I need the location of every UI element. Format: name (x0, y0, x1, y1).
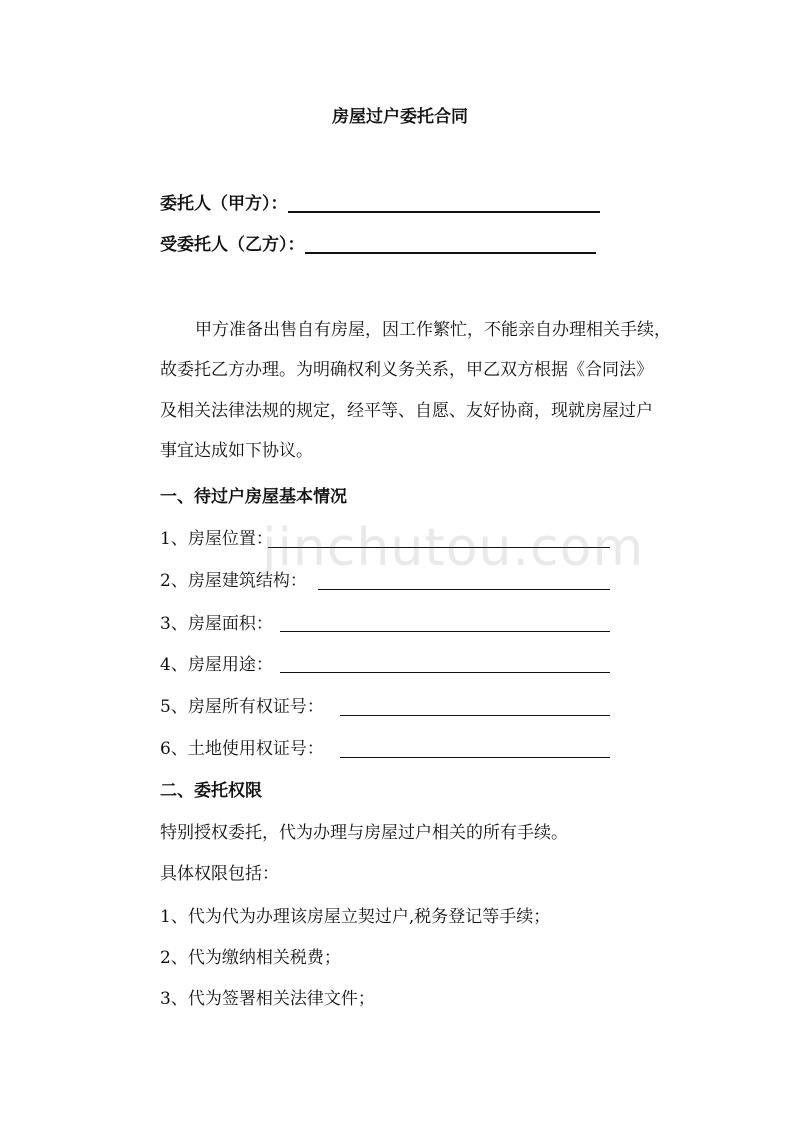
house-area-label: 3、房屋面积： (160, 614, 273, 634)
intro-line: 故委托乙方办理。为明确权利义务关系，甲乙双方根据《合同法》 (160, 360, 653, 380)
scope-item: 2、代为缴纳相关税费； (160, 948, 341, 968)
house-area-blank (280, 631, 610, 632)
house-use-label: 4、房屋用途： (160, 655, 273, 675)
house-structure-blank (318, 589, 610, 590)
authorization-intro: 特别授权委托，代为办理与房屋过户相关的所有手续。 (160, 823, 568, 843)
intro-line: 及相关法律法规的规定，经平等、自愿、友好协商，现就房屋过户 (160, 401, 653, 421)
scope-item: 1、代为代为办理该房屋立契过户,税务登记等手续； (160, 907, 551, 927)
watermark-text: jinchutou.com (262, 518, 645, 578)
section1-heading: 一、待过户房屋基本情况 (160, 487, 347, 507)
principal-blank-line (288, 192, 600, 213)
agent-blank-line (305, 233, 596, 254)
house-location-label: 1、房屋位置： (160, 529, 273, 549)
section2-heading: 二、委托权限 (160, 781, 262, 801)
scope-label: 具体权限包括： (160, 864, 279, 884)
ownership-cert-blank (340, 715, 610, 716)
agent-row (160, 232, 596, 258)
intro-line: 甲方准备出售自有房屋，因工作繁忙，不能亲自办理相关手续， (195, 320, 671, 340)
house-use-blank (280, 672, 610, 673)
principal-label: 委托人（甲方）： (160, 194, 288, 214)
scope-item: 3、代为签署相关法律文件； (160, 989, 375, 1009)
principal-row (160, 191, 600, 217)
ownership-cert-label: 5、房屋所有权证号： (160, 697, 324, 717)
house-structure-label: 2、房屋建筑结构： (160, 571, 307, 591)
intro-line: 事宜达成如下协议。 (160, 441, 313, 461)
house-location-blank (268, 547, 610, 548)
document-title: 房屋过户委托合同 (332, 107, 468, 127)
land-cert-label: 6、土地使用权证号： (160, 739, 324, 759)
land-cert-blank (340, 757, 610, 758)
agent-label: 受委托人（乙方）： (160, 235, 305, 255)
